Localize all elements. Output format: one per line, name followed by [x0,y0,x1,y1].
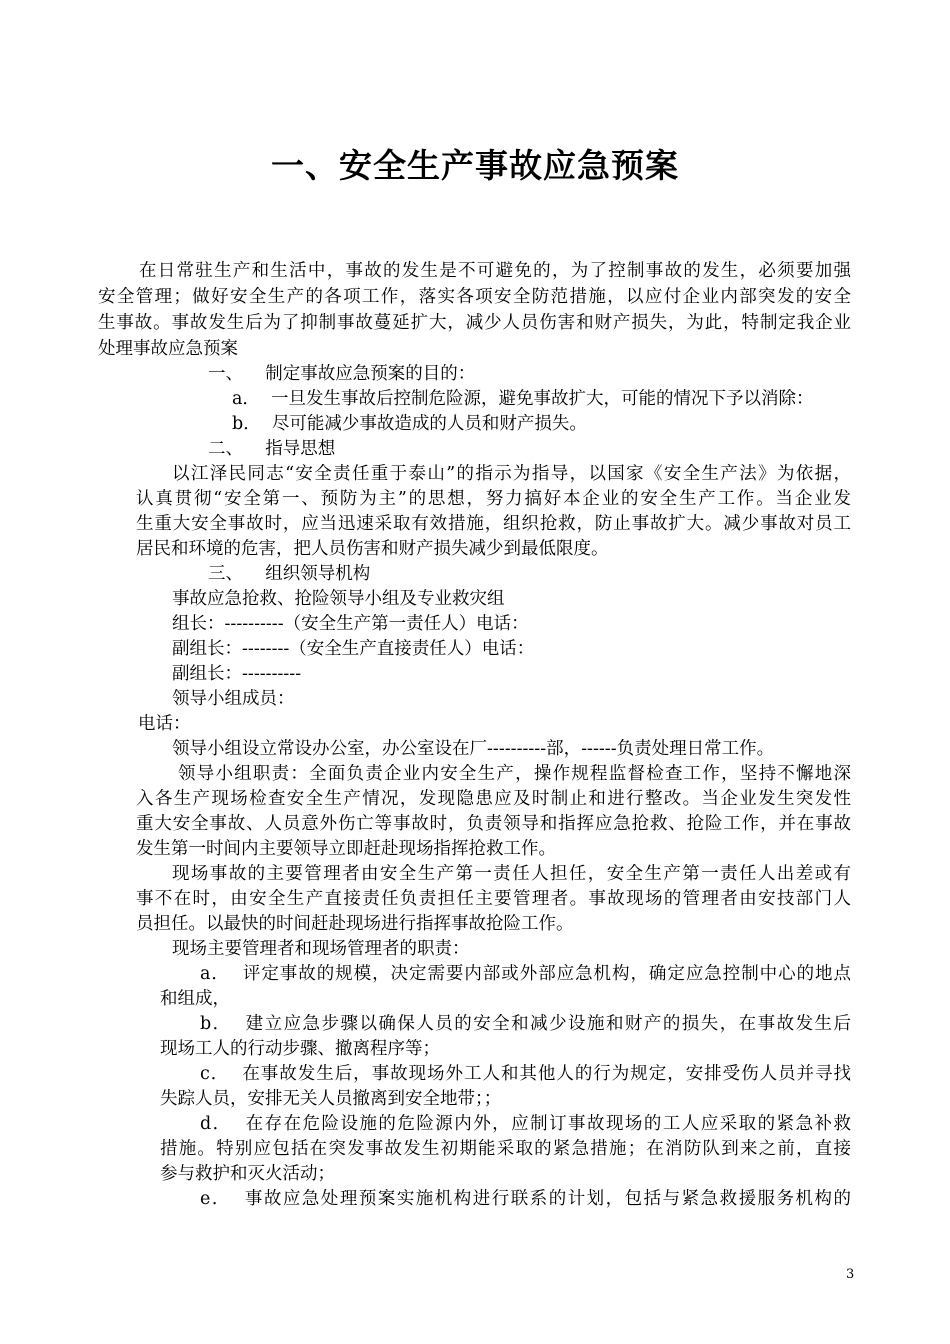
paragraph-line: 入各生产现场检查安全生产情况，发现隐患应及时制止和进行整改。当企业发生突发性 [136,789,851,809]
paragraph-line: 事不在时，由安全生产直接责任负责担任主要管理者。事故现场的管理者由安技部门人 [136,889,851,909]
paragraph-line: 处理事故应急预案 [98,339,238,359]
paragraph-line: 生重大安全事故时，应当迅速采取有效措施，组织抢救，防止事故扩大。减少事故对员工 [136,514,851,534]
paragraph-line: 副组长：---------- [172,664,302,684]
paragraph-line: 员担任。以最快的时间赶赴现场进行指挥事故抢险工作。 [136,914,574,934]
list-item: e． 事故应急处理预案实施机构进行联系的计划，包括与紧急救援服务机构的 [200,1189,851,1209]
section-heading: 二、 指导思想 [208,439,336,459]
section-heading: 三、 组织领导机构 [208,564,371,584]
paragraph-line: 重大安全事故、人员意外伤亡等事故时，负责领导和指挥应急抢救、抢险工作，并在事故 [136,814,851,834]
paragraph-line: 现场主要管理者和现场管理者的职责： [172,939,470,959]
paragraph-line: 领导小组设立常设办公室，办公室设在厂----------部，------负责处理日常工作。 [172,739,775,759]
list-item: b． 尽可能减少事故造成的人员和财产损失。 [232,414,587,434]
paragraph-line: 领导小组职责：全面负责企业内安全生产，操作规程监督检查工作，坚持不懈地深 [178,764,851,784]
list-item-continuation: 失踪人员，安排无关人员撤离到安全地带；； [160,1089,502,1109]
section-heading: 一、 制定事故应急预案的目的： [208,364,476,384]
list-item: a． 一旦发生事故后控制危险源，避免事故扩大，可能的情况下予以消除： [232,389,814,409]
list-item: a． 评定事故的规模，决定需要内部或外部应急机构，确定应急控制中心的地点 [200,964,851,984]
paragraph-line: 发生第一时间内主要领导立即赶赴现场指挥抢救工作。 [136,839,556,859]
list-item-continuation: 措施。特别应包括在突发事故发生初期能采取的紧急措施；在消防队到来之前，直接 [160,1139,851,1159]
list-item: d． 在存在危险设施的危险源内外，应制订事故现场的工人应采取的紧急补救 [200,1114,851,1134]
paragraph-line: 副组长：--------（安全生产直接责任人）电话： [172,639,535,659]
list-item: b． 建立应急步骤以确保人员的安全和减少设施和财产的损失，在事故发生后 [200,1014,851,1034]
page-number: 3 [846,1267,855,1282]
paragraph-line: 生事故。事故发生后为了抑制事故蔓延扩大，减少人员伤害和财产损失，为此，特制定我企业 [98,313,851,333]
paragraph-line: 事故应急抢救、抢险领导小组及专业救灾组 [172,589,505,609]
list-item-continuation: 和组成， [160,989,230,1009]
document-title: 一、安全生产事故应急预案 [271,146,679,185]
paragraph-line: 以江泽民同志“安全责任重于泰山”的指示为指导，以国家《安全生产法》为依据， [172,464,851,484]
paragraph-line: 电话： [138,714,191,734]
paragraph-line: 安全管理；做好安全生产的各项工作，落实各项安全防范措施，以应付企业内部突发的安全 [98,287,851,307]
paragraph-line: 领导小组成员： [172,689,295,709]
paragraph-line: 现场事故的主要管理者由安全生产第一责任人担任，安全生产第一责任人出差或有 [172,864,851,884]
paragraph-line: 认真贯彻“安全第一、预防为主”的思想，努力搞好本企业的安全生产工作。当企业发 [136,489,851,509]
list-item-continuation: 参与救护和灭火活动； [160,1164,335,1184]
list-item-continuation: 现场工人的行动步骤、撤离程序等； [160,1039,440,1059]
paragraph-line: 组长：----------（安全生产第一责任人）电话： [172,614,529,634]
paragraph-line: 居民和环境的危害，把人员伤害和财产损失减少到最低限度。 [136,539,609,559]
list-item: c． 在事故发生后，事故现场外工人和其他人的行为规定，安排受伤人员并寻找 [200,1064,851,1084]
paragraph-line: 在日常驻生产和生活中，事故的发生是不可避免的，为了控制事故的发生，必须要加强 [139,261,851,281]
